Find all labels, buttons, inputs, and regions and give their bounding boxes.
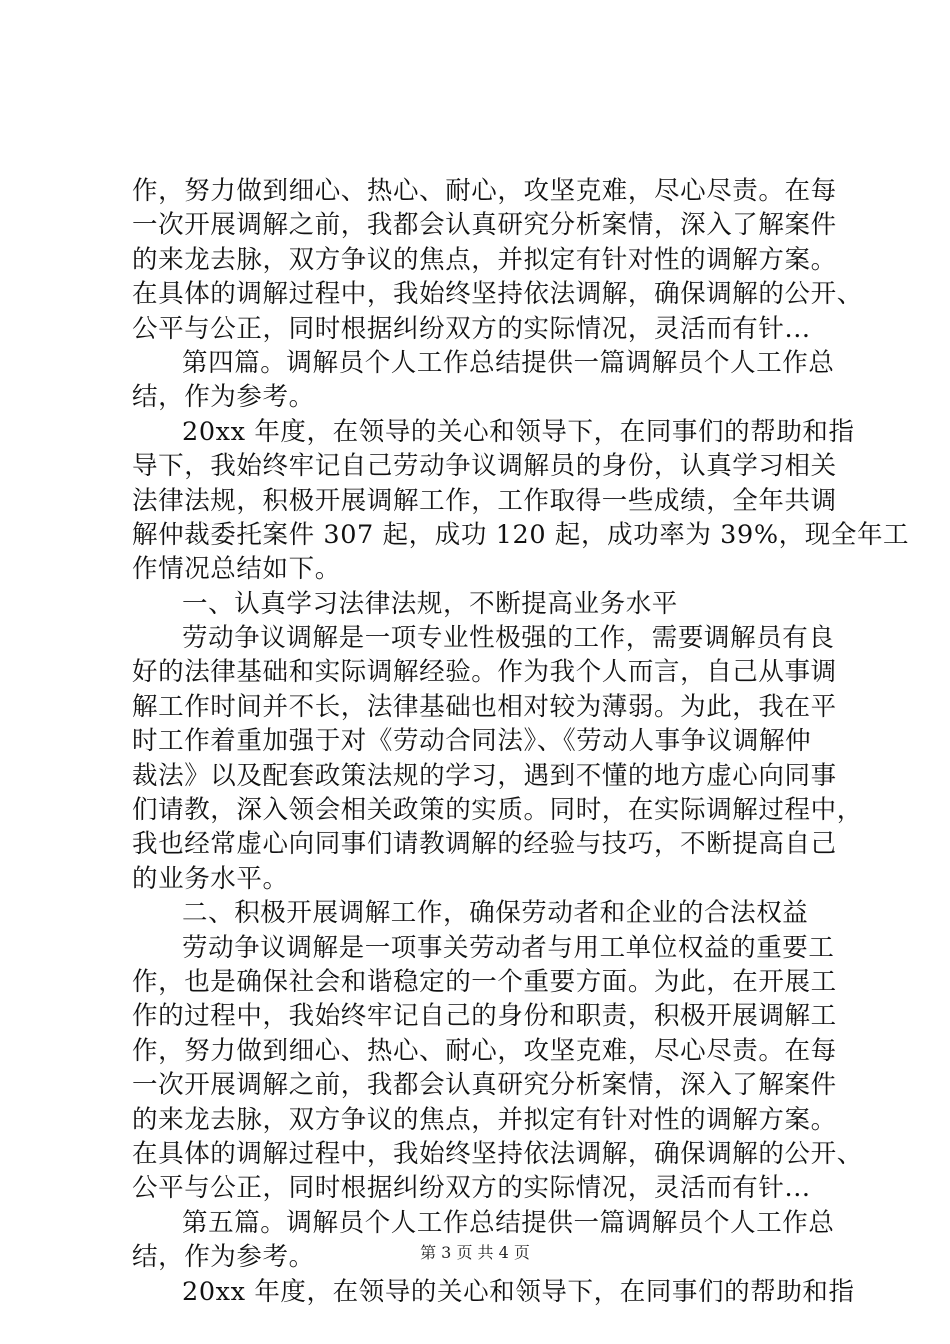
text-line: 结，作为参考。 [132,382,315,413]
text-line: 劳动争议调解是一项事关劳动者与用工单位权益的重要工 [182,932,835,963]
text-line: 一、认真学习法律法规，不断提高业务水平 [182,588,678,619]
text-line: 们请教，深入领会相关政策的实质。同时，在实际调解过程中， [132,795,863,826]
text-line: 二、积极开展调解工作，确保劳动者和企业的合法权益 [182,898,809,929]
text-line: 公平与公正，同时根据纠纷双方的实际情况，灵活而有针... [132,1173,811,1204]
text-line: 劳动争议调解是一项专业性极强的工作，需要调解员有良 [182,623,835,654]
text-line: 一次开展调解之前，我都会认真研究分析案情，深入了解案件 [132,1070,837,1101]
text-line: 一次开展调解之前，我都会认真研究分析案情，深入了解案件 [132,210,837,241]
page-footer: 第 3 页 共 4 页 [420,1243,530,1262]
text-line: 解仲裁委托案件 307 起，成功 120 起，成功率为 39%，现全年工 [132,519,910,550]
text-line: 我也经常虚心向同事们请教调解的经验与技巧，不断提高自己 [132,829,837,860]
text-line: 20xx 年度，在领导的关心和领导下，在同事们的帮助和指 [182,1276,855,1307]
text-line: 的来龙去脉，双方争议的焦点，并拟定有针对性的调解方案。 [132,244,837,275]
text-line: 作，努力做到细心、热心、耐心，攻坚克难，尽心尽责。在每 [132,176,837,206]
text-line: 作情况总结如下。 [132,554,341,585]
text-line: 时工作着重加强于对《劳动合同法》、《劳动人事争议调解仲 [132,726,812,757]
text-line: 作的过程中，我始终牢记自己的身份和职责，积极开展调解工 [132,1001,837,1032]
text-line: 在具体的调解过程中，我始终坚持依法调解，确保调解的公开、 [132,279,863,310]
text-line: 第五篇。调解员个人工作总结提供一篇调解员个人工作总 [182,1207,835,1238]
document-body [132,174,910,1309]
text-line: 作，也是确保社会和谐稳定的一个重要方面。为此，在开展工 [132,966,837,997]
text-line: 公平与公正，同时根据纠纷双方的实际情况，灵活而有针... [132,313,811,344]
text-line: 20xx 年度，在领导的关心和领导下，在同事们的帮助和指 [182,416,855,447]
text-line: 解工作时间并不长，法律基础也相对较为薄弱。为此，我在平 [132,691,837,722]
text-line: 的业务水平。 [132,863,289,894]
text-line: 裁法》以及配套政策法规的学习，遇到不懂的地方虚心向同事 [132,760,837,791]
text-line: 的来龙去脉，双方争议的焦点，并拟定有针对性的调解方案。 [132,1104,837,1135]
text-line: 在具体的调解过程中，我始终坚持依法调解，确保调解的公开、 [132,1138,863,1169]
text-line: 好的法律基础和实际调解经验。作为我个人而言，自己从事调 [132,657,837,688]
text-line: 作，努力做到细心、热心、耐心，攻坚克难，尽心尽责。在每 [132,1035,837,1066]
text-line: 法律法规，积极开展调解工作，工作取得一些成绩，全年共调 [132,485,837,516]
text-line: 结，作为参考。 [132,1242,315,1273]
text-line: 导下，我始终牢记自己劳动争议调解员的身份，认真学习相关 [132,451,837,482]
text-line: 第四篇。调解员个人工作总结提供一篇调解员个人工作总 [182,347,835,378]
